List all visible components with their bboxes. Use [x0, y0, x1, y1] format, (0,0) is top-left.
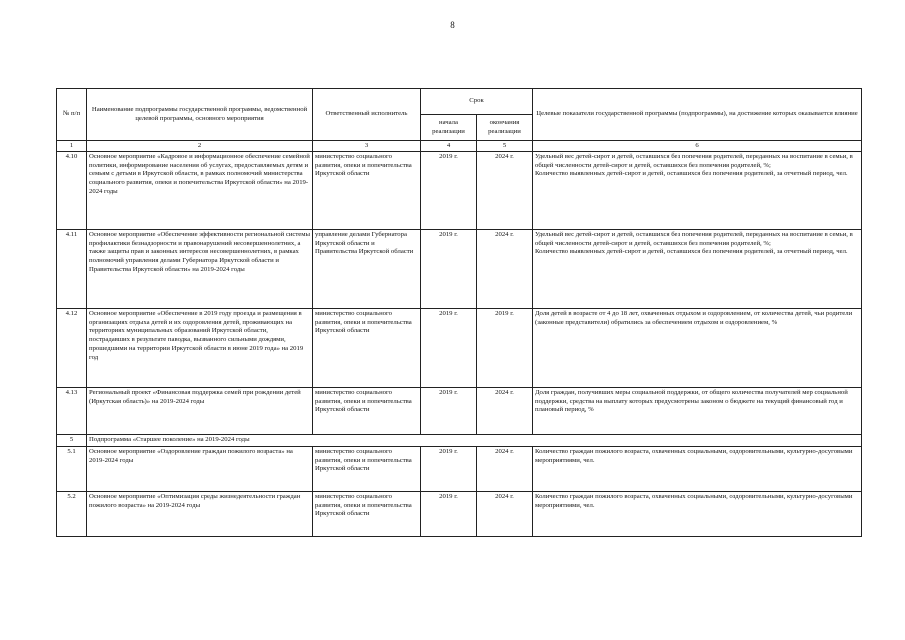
measure-name: Основное мероприятие «Кадровое и информационное обеспечение семейной политики, информирование населения об услугах, предоставляемых детям и семьям с детьми в Иркутской области, в рамках полномочий министерства социального развития, опеки и попечительства Иркутской области» на 2019-2024 годы	[87, 152, 313, 230]
table-row	[57, 388, 862, 435]
row-number: 4.10	[57, 152, 87, 230]
start-year: 2019 г.	[421, 152, 477, 230]
measure-name: Региональный проект «Финансовая поддержка семей при рождении детей (Иркутская область)» на 2019-2024 годы	[87, 388, 313, 435]
header-term-end: окончания реализации	[477, 115, 533, 141]
target-indicators	[533, 309, 862, 388]
indicator-text: Количество выявленных детей-сирот и детей, оставшихся без попечения родителей, за отчетный период, чел.	[535, 170, 848, 178]
section-row	[57, 435, 862, 447]
column-number-row	[57, 141, 862, 152]
start-year: 2019 г.	[421, 230, 477, 309]
row-number: 5	[57, 435, 87, 447]
responsible-executor: управление делами Губернатора Иркутской области и Правительства Иркутской области	[313, 230, 421, 309]
measure-name: Основное мероприятие «Обеспечение в 2019 году проезда и размещения в организациях отдыха детей и их оздоровления детей, проживающих на территориях муниципальных образований Иркутской области, пострадавших в результате паводка, вызванного сильными дождями, прошедшими на территории Иркутской области в июне 2019 года» на 2019 год	[87, 309, 313, 388]
target-indicators	[533, 492, 862, 537]
column-number: 6	[533, 141, 862, 152]
program-table	[56, 88, 862, 537]
indicator-text: Количество выявленных детей-сирот и детей, оставшихся без попечения родителей, за отчетный период, чел.	[535, 248, 848, 256]
column-number: 3	[313, 141, 421, 152]
column-number: 4	[421, 141, 477, 152]
measure-name: Основное мероприятие «Обеспечение эффективности региональной системы профилактики безнадзорности и правонарушений несовершеннолетних, а также защиты прав и законных интересов несовершеннолетних, в рамках полномочий управления делами Губернатора Иркутской области и Правительства Иркутской области» на 2019-2024 годы	[87, 230, 313, 309]
table-row	[57, 230, 862, 309]
header-num: № п/п	[57, 89, 87, 141]
responsible-executor: министерство социального развития, опеки и попечительства Иркутской области	[313, 447, 421, 492]
measure-name: Основное мероприятие «Оптимизация среды жизнедеятельности граждан пожилого возраста» на 2019-2024 годы	[87, 492, 313, 537]
responsible-executor: министерство социального развития, опеки и попечительства Иркутской области	[313, 152, 421, 230]
end-year: 2024 г.	[477, 152, 533, 230]
table-row	[57, 152, 862, 230]
end-year: 2024 г.	[477, 447, 533, 492]
responsible-executor: министерство социального развития, опеки и попечительства Иркутской области	[313, 309, 421, 388]
row-number: 4.13	[57, 388, 87, 435]
row-number: 5.1	[57, 447, 87, 492]
table-body	[57, 141, 862, 537]
row-number: 5.2	[57, 492, 87, 537]
table-row	[57, 447, 862, 492]
indicator-text: Количество граждан пожилого возраста, охваченных социальными, оздоровительными, культурно-досуговыми мероприятиями, чел.	[535, 493, 853, 509]
table-row	[57, 492, 862, 537]
header-responsible: Ответственный исполнитель	[313, 89, 421, 141]
page-number: 8	[450, 20, 455, 30]
start-year: 2019 г.	[421, 309, 477, 388]
header-indicators: Целевые показатели государственной программы (подпрограммы), на достижение которых оказывается влияние	[533, 89, 862, 141]
target-indicators	[533, 230, 862, 309]
end-year: 2024 г.	[477, 492, 533, 537]
responsible-executor: министерство социального развития, опеки и попечительства Иркутской области	[313, 388, 421, 435]
end-year: 2019 г.	[477, 309, 533, 388]
indicator-text: Количество граждан пожилого возраста, охваченных социальными, оздоровительными, культурно-досуговыми мероприятиями, чел.	[535, 448, 853, 464]
target-indicators	[533, 388, 862, 435]
column-number: 1	[57, 141, 87, 152]
table-row	[57, 309, 862, 388]
header-term: Срок	[421, 89, 533, 115]
column-number: 2	[87, 141, 313, 152]
start-year: 2019 г.	[421, 388, 477, 435]
indicator-text: Доля детей в возрасте от 4 до 18 лет, охваченных отдыхом и оздоровлением, от количества детей, чьи родители (законные представители) обратились за обеспечением отдыхом и оздоровлением, %	[535, 310, 853, 326]
section-title: Подпрограмма «Старшее поколение» на 2019-2024 годы	[87, 435, 862, 447]
row-number: 4.11	[57, 230, 87, 309]
start-year: 2019 г.	[421, 447, 477, 492]
start-year: 2019 г.	[421, 492, 477, 537]
end-year: 2024 г.	[477, 388, 533, 435]
indicator-text: Удельный вес детей-сирот и детей, оставшихся без попечения родителей, переданных на воспитание в семьи, в общей численности детей-сирот и детей, оставшихся без попечения родителей, %;	[535, 231, 853, 247]
target-indicators	[533, 152, 862, 230]
column-number: 5	[477, 141, 533, 152]
row-number: 4.12	[57, 309, 87, 388]
target-indicators	[533, 447, 862, 492]
header-term-start: начала реализации	[421, 115, 477, 141]
header-name: Наименование подпрограммы государственной программы, ведомственной целевой программы, основного мероприятия	[87, 89, 313, 141]
indicator-text: Удельный вес детей-сирот и детей, оставшихся без попечения родителей, переданных на воспитание в семьи, в общей численности детей-сирот и детей, оставшихся без попечения родителей, %;	[535, 153, 853, 169]
end-year: 2024 г.	[477, 230, 533, 309]
indicator-text: Доля граждан, получивших меры социальной поддержки, от общего количества получателей мер социальной поддержки, средства на выплату которых предусмотрены законом о бюджете на текущий финансовый год и плановый период, %	[535, 389, 848, 414]
measure-name: Основное мероприятие «Оздоровление граждан пожилого возраста» на 2019-2024 годы	[87, 447, 313, 492]
responsible-executor: министерство социального развития, опеки и попечительства Иркутской области	[313, 492, 421, 537]
